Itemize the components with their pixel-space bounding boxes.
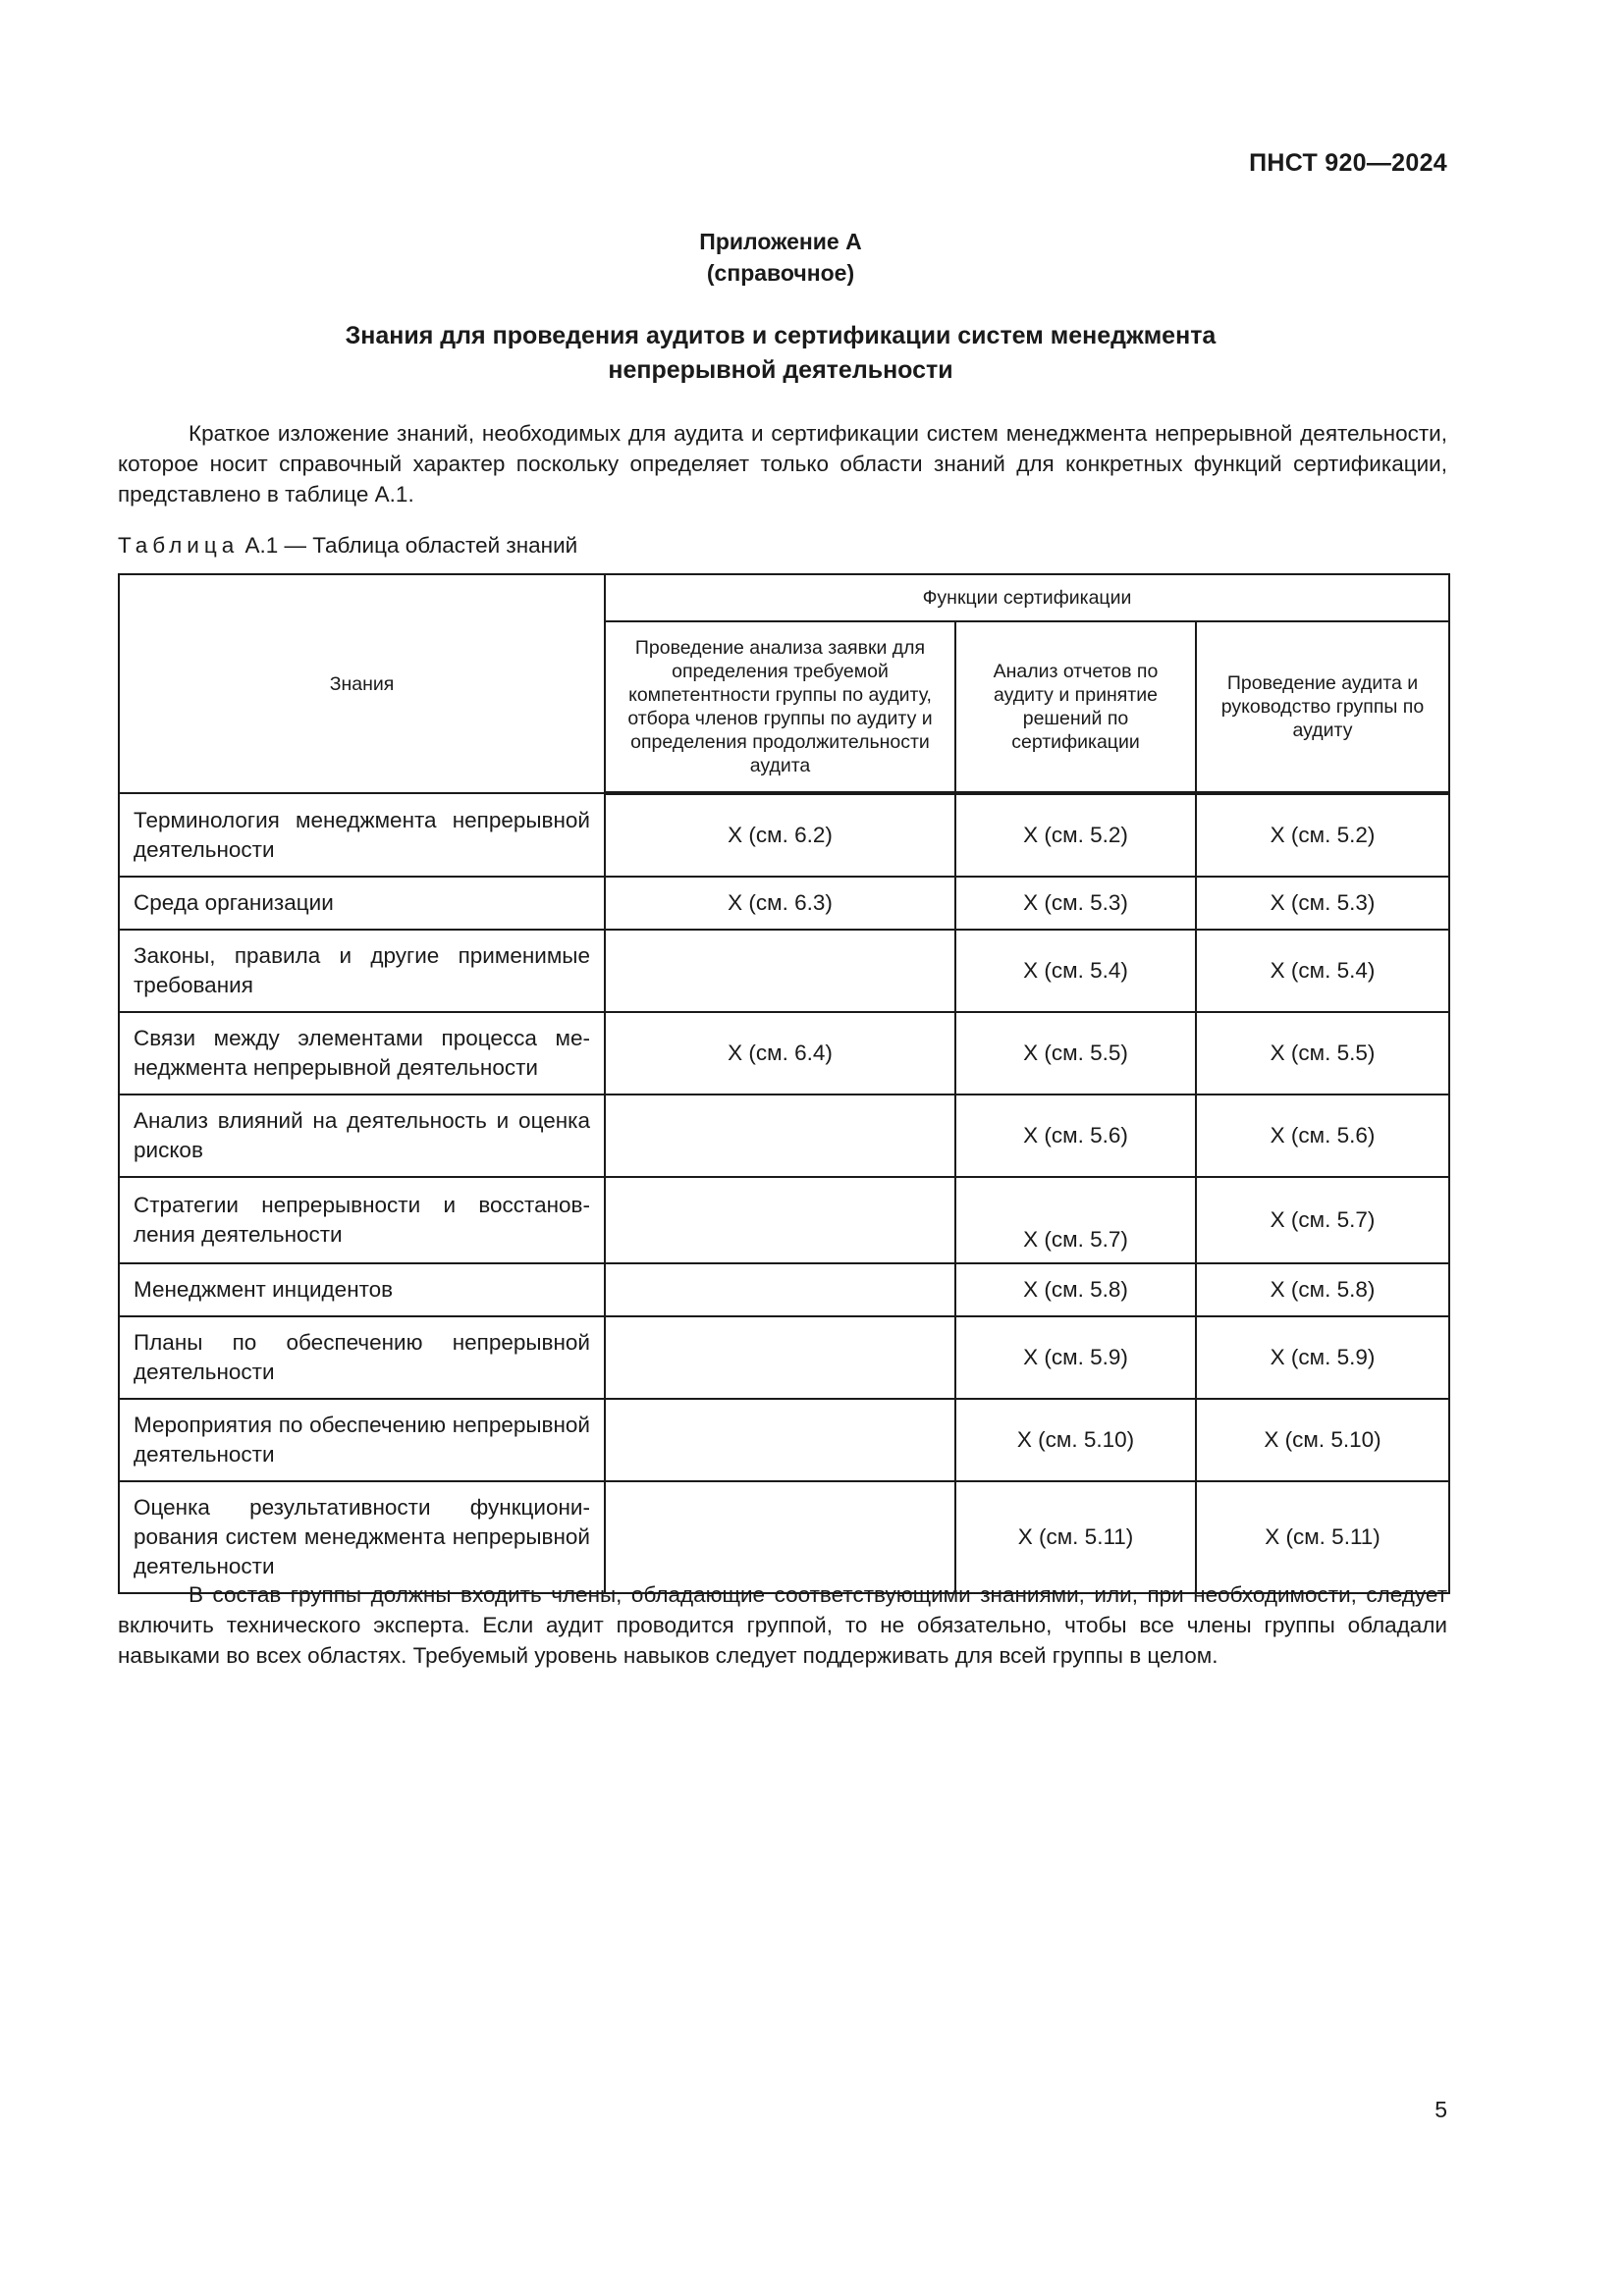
appendix-heading <box>0 226 1561 289</box>
function-cell: X (см. 5.4) <box>1196 930 1449 1012</box>
function-cell: X (см. 5.7) <box>955 1177 1196 1263</box>
table-row <box>119 930 1449 1012</box>
function-cell: X (см. 5.5) <box>955 1012 1196 1095</box>
function-cell: X (см. 5.5) <box>1196 1012 1449 1095</box>
appendix-type: (справочное) <box>706 260 855 286</box>
function-cell: X (см. 5.2) <box>955 793 1196 877</box>
function-cell: X (см. 6.3) <box>605 877 955 930</box>
function-header-audit-conduct: Проведение аудита и руководство группы по аудиту <box>1196 621 1449 793</box>
knowledge-areas-table <box>118 573 1450 1594</box>
table-row <box>119 1012 1449 1095</box>
function-cell <box>605 1316 955 1399</box>
section-title <box>0 319 1561 388</box>
table-caption <box>118 531 577 561</box>
knowledge-area: Стратегии непрерывности и восстановления деятельности <box>119 1177 605 1263</box>
knowledge-column-header: Знания <box>119 574 605 793</box>
function-cell: X (см. 5.4) <box>955 930 1196 1012</box>
appendix-label: Приложение А <box>699 229 862 254</box>
function-cell <box>605 1481 955 1593</box>
document-code: ПНСТ 920—2024 <box>1249 149 1447 177</box>
function-cell: X (см. 5.10) <box>955 1399 1196 1481</box>
function-cell: X (см. 5.3) <box>955 877 1196 930</box>
knowledge-area: Оценка результативности функционирования систем менеджмента непрерывной деятельности <box>119 1481 605 1593</box>
knowledge-area: Анализ влияний на деятельность и оценка рисков <box>119 1095 605 1177</box>
table-caption-rest: А.1 — Таблица областей знаний <box>239 533 578 558</box>
function-cell: X (см. 5.6) <box>1196 1095 1449 1177</box>
table-row <box>119 1481 1449 1593</box>
table-row <box>119 877 1449 930</box>
function-header-application-review: Проведение анализа заявки для определения требуемой компетентности группы по аудиту, отбора членов группы по аудиту и определения продолжительности аудита <box>605 621 955 793</box>
function-cell: X (см. 6.4) <box>605 1012 955 1095</box>
function-cell: X (см. 5.11) <box>1196 1481 1449 1593</box>
function-cell <box>605 1177 955 1263</box>
function-header-report-review: Анализ отчетов по аудиту и принятие решений по сертификации <box>955 621 1196 793</box>
knowledge-area: Планы по обеспечению непрерывной деятельности <box>119 1316 605 1399</box>
function-cell <box>605 1263 955 1316</box>
table-caption-prefix: Таблица <box>118 533 240 558</box>
function-cell: X (см. 5.3) <box>1196 877 1449 930</box>
knowledge-area: Менеджмент инцидентов <box>119 1263 605 1316</box>
function-cell: X (см. 5.8) <box>955 1263 1196 1316</box>
function-cell <box>605 1095 955 1177</box>
section-title-line-1: Знания для проведения аудитов и сертификации систем менеджмента <box>345 322 1217 349</box>
certification-functions-header: Функции сертификации <box>605 574 1449 621</box>
function-cell: X (см. 6.2) <box>605 793 955 877</box>
knowledge-area: Терминология менеджмента непрерывной деятельности <box>119 793 605 877</box>
table-row <box>119 1316 1449 1399</box>
table-row <box>119 793 1449 877</box>
table-row <box>119 1095 1449 1177</box>
table-row <box>119 1399 1449 1481</box>
function-cell: X (см. 5.10) <box>1196 1399 1449 1481</box>
table-row <box>119 1263 1449 1316</box>
page-number: 5 <box>1435 2097 1447 2122</box>
function-cell: X (см. 5.9) <box>955 1316 1196 1399</box>
function-cell: X (см. 5.6) <box>955 1095 1196 1177</box>
intro-paragraph: Краткое изложение знаний, необходимых для аудита и сертификации систем менеджмента непрерывной деятельности, которое носит справочный характер поскольку определяет только области знаний для конкретных функций сертификации, представлено в таблице А.1. <box>118 421 1447 507</box>
function-cell: X (см. 5.11) <box>955 1481 1196 1593</box>
knowledge-area: Среда организации <box>119 877 605 930</box>
knowledge-area: Законы, правила и другие применимые требования <box>119 930 605 1012</box>
function-cell: X (см. 5.9) <box>1196 1316 1449 1399</box>
function-cell: X (см. 5.2) <box>1196 793 1449 877</box>
knowledge-area: Мероприятия по обеспечению непрерывной деятельности <box>119 1399 605 1481</box>
function-cell: X (см. 5.7) <box>1196 1177 1449 1263</box>
section-title-line-2: непрерывной деятельности <box>608 356 953 384</box>
function-cell <box>605 930 955 1012</box>
function-cell <box>605 1399 955 1481</box>
knowledge-area: Связи между элементами процесса менеджмента непрерывной деятельности <box>119 1012 605 1095</box>
closing-paragraph: В состав группы должны входить члены, обладающие соответствующими знаниями, или, при необходимости, следует включить технического эксперта. Если аудит проводится группой, то не обязательно, чтобы все члены группы обладали навыками во всех областях. Требуемый уровень навыков следует поддерживать для всей группы в целом. <box>118 1582 1447 1668</box>
function-cell: X (см. 5.8) <box>1196 1263 1449 1316</box>
table-row <box>119 1177 1449 1263</box>
